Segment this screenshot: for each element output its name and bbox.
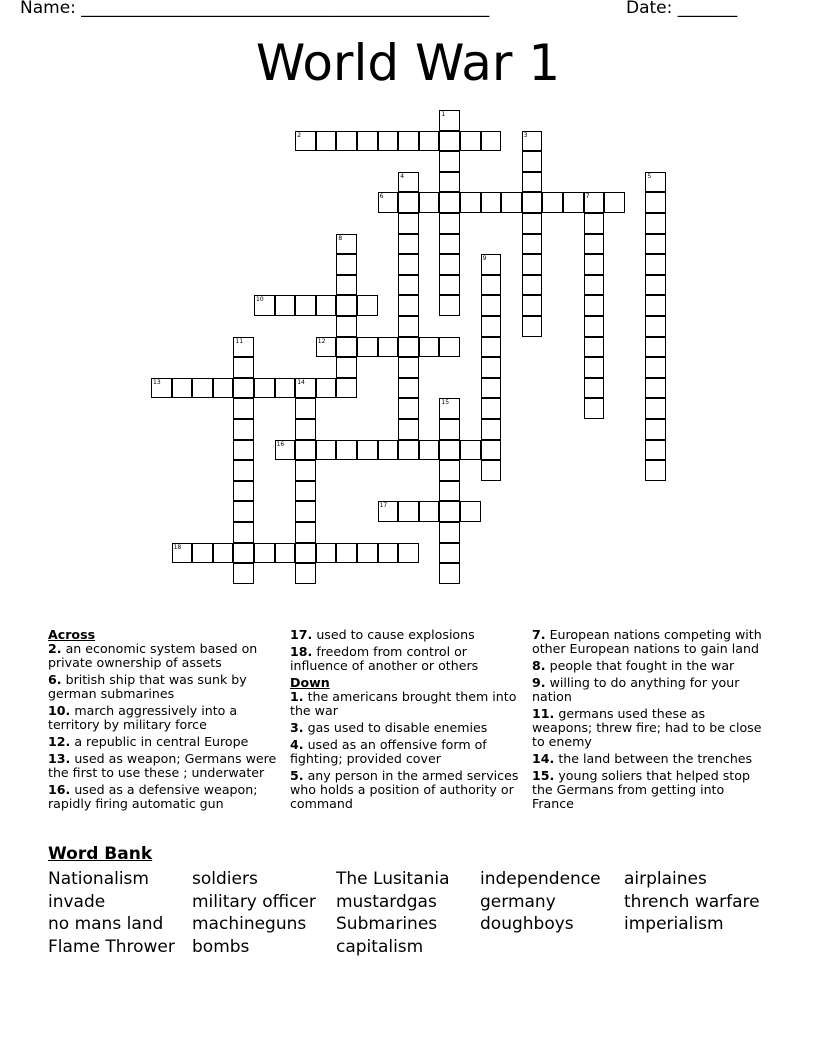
grid-cell[interactable] (584, 275, 605, 296)
grid-cell[interactable] (481, 192, 502, 213)
clue-number: 16. (48, 782, 71, 797)
grid-cell[interactable] (233, 357, 254, 378)
grid-cell[interactable] (439, 234, 460, 255)
grid-cell[interactable] (439, 440, 460, 461)
grid-cell[interactable] (584, 213, 605, 234)
word-bank-item: machineguns (192, 914, 307, 934)
clue-text: used as weapon; Germans were the first to use these ; underwater (48, 751, 277, 780)
grid-cell[interactable] (316, 378, 337, 399)
grid-cell[interactable] (295, 131, 316, 152)
word-bank-item: Nationalism (48, 869, 149, 889)
grid-cell[interactable] (645, 337, 666, 358)
grid-cell[interactable] (439, 501, 460, 522)
grid-cell[interactable] (645, 295, 666, 316)
clue (48, 735, 283, 749)
grid-cell[interactable] (439, 151, 460, 172)
grid-cell[interactable] (213, 378, 234, 399)
grid-cell[interactable] (439, 110, 460, 131)
cell-number: 14 (297, 378, 305, 386)
clue (290, 721, 525, 735)
grid-cell[interactable] (233, 398, 254, 419)
grid-cell[interactable] (316, 543, 337, 564)
cell-number: 3 (523, 131, 528, 139)
word-bank-item: airplaines (624, 869, 707, 889)
clue (532, 752, 767, 766)
clue (532, 628, 767, 656)
word-bank-item: doughboys (480, 914, 574, 934)
grid-cell[interactable] (439, 419, 460, 440)
grid-cell[interactable] (481, 254, 502, 275)
clue-number: 2. (48, 641, 62, 656)
grid-cell[interactable] (419, 440, 440, 461)
grid-cell[interactable] (295, 501, 316, 522)
grid-cell[interactable] (357, 543, 378, 564)
clue-text: used as a defensive weapon; rapidly firing automatic gun (48, 782, 258, 811)
grid-cell[interactable] (439, 254, 460, 275)
clue-number: 12. (48, 734, 71, 749)
cell-number: 10 (256, 296, 264, 304)
grid-cell[interactable] (460, 192, 481, 213)
grid-cell[interactable] (336, 275, 357, 296)
grid-cell[interactable] (151, 378, 172, 399)
grid-cell[interactable] (481, 316, 502, 337)
word-bank-item: Submarines (336, 914, 438, 934)
grid-cell[interactable] (378, 440, 399, 461)
grid-cell[interactable] (522, 316, 543, 337)
clue (532, 769, 767, 811)
grid-cell[interactable] (481, 460, 502, 481)
grid-cell[interactable] (439, 563, 460, 584)
grid-cell[interactable] (233, 337, 254, 358)
grid-cell[interactable] (336, 295, 357, 316)
grid-cell[interactable] (295, 378, 316, 399)
word-bank-column (624, 868, 760, 936)
grid-cell[interactable] (481, 275, 502, 296)
grid-cell[interactable] (398, 172, 419, 193)
grid-cell[interactable] (439, 131, 460, 152)
grid-cell[interactable] (398, 543, 419, 564)
grid-cell[interactable] (295, 543, 316, 564)
clue (532, 707, 767, 749)
grid-cell[interactable] (645, 192, 666, 213)
clue (532, 659, 767, 673)
across-heading: Across (48, 627, 96, 642)
grid-cell[interactable] (275, 295, 296, 316)
cell-number: 17 (379, 502, 388, 510)
clue-text: march aggressively into a territory by military force (48, 703, 238, 732)
cell-number: 15 (441, 399, 450, 407)
grid-cell[interactable] (398, 337, 419, 358)
clue-number: 10. (48, 703, 71, 718)
word-bank-item: Flame Thrower (48, 936, 175, 957)
grid-cell[interactable] (233, 522, 254, 543)
cell-number: 18 (173, 543, 182, 551)
clue (48, 752, 283, 780)
cell-number: 4 (400, 172, 405, 180)
grid-cell[interactable] (584, 357, 605, 378)
word-bank-item: invade (48, 891, 106, 912)
grid-cell[interactable] (522, 275, 543, 296)
clue-text: people that fought in the war (549, 658, 735, 673)
grid-cell[interactable] (481, 378, 502, 399)
grid-cell[interactable] (584, 192, 605, 213)
grid-cell[interactable] (439, 522, 460, 543)
grid-cell[interactable] (336, 357, 357, 378)
grid-cell[interactable] (336, 378, 357, 399)
grid-cell[interactable] (542, 192, 563, 213)
grid-cell[interactable] (584, 398, 605, 419)
grid-cell[interactable] (419, 501, 440, 522)
clues-column-3 (532, 628, 767, 814)
word-bank-item: thrench warfare (624, 891, 760, 912)
word-bank-item: germany (480, 891, 556, 912)
clue (48, 704, 283, 732)
grid-cell[interactable] (378, 337, 399, 358)
grid-cell[interactable] (398, 419, 419, 440)
grid-cell[interactable] (460, 440, 481, 461)
grid-cell[interactable] (439, 460, 460, 481)
cell-number: 12 (317, 337, 326, 345)
cell-number: 7 (585, 193, 590, 201)
clue-number: 18. (290, 644, 313, 659)
word-bank-item: mustardgas (336, 891, 437, 912)
word-bank-item: The Lusitania (336, 869, 450, 889)
grid-cell[interactable] (439, 398, 460, 419)
clue-number: 3. (290, 720, 304, 735)
cell-number: 8 (338, 234, 343, 242)
clue-number: 13. (48, 751, 71, 766)
grid-cell[interactable] (233, 419, 254, 440)
grid-cell[interactable] (336, 254, 357, 275)
word-bank-item: military officer (192, 891, 316, 912)
grid-cell[interactable] (398, 398, 419, 419)
grid-cell[interactable] (584, 234, 605, 255)
grid-cell[interactable] (398, 192, 419, 213)
grid-cell[interactable] (584, 337, 605, 358)
grid-cell[interactable] (192, 378, 213, 399)
grid-cell[interactable] (398, 295, 419, 316)
clue-number: 11. (532, 706, 555, 721)
clue-text: willing to do anything for your nation (532, 675, 740, 704)
grid-cell[interactable] (481, 357, 502, 378)
grid-cell[interactable] (275, 543, 296, 564)
grid-cell[interactable] (357, 295, 378, 316)
cell-number: 6 (379, 193, 384, 201)
grid-cell[interactable] (398, 275, 419, 296)
grid-cell[interactable] (645, 419, 666, 440)
clue-text: gas used to disable enemies (307, 720, 488, 735)
grid-cell[interactable] (336, 131, 357, 152)
word-bank-item: imperialism (624, 914, 724, 934)
cell-number: 2 (297, 131, 302, 139)
clue-text: any person in the armed services who holds a position of authority or command (290, 768, 519, 811)
grid-cell[interactable] (295, 419, 316, 440)
grid-cell[interactable] (645, 440, 666, 461)
clue-text: freedom from control or influence of another or others (290, 644, 479, 673)
clue (290, 690, 525, 718)
grid-cell[interactable] (295, 563, 316, 584)
word-bank-column (48, 868, 175, 958)
grid-cell[interactable] (398, 131, 419, 152)
date-field[interactable]: Date: _______ (626, 0, 738, 18)
clue (290, 769, 525, 811)
clue-number: 17. (290, 627, 313, 642)
grid-cell[interactable] (439, 337, 460, 358)
clue-text: used to cause explosions (316, 627, 475, 642)
grid-cell[interactable] (316, 295, 337, 316)
grid-cell[interactable] (378, 192, 399, 213)
grid-cell[interactable] (172, 378, 193, 399)
word-bank-column (192, 868, 316, 958)
clue-number: 8. (532, 658, 546, 673)
grid-cell[interactable] (522, 234, 543, 255)
grid-cell[interactable] (481, 131, 502, 152)
grid-cell[interactable] (584, 378, 605, 399)
clue-text: germans used these as weapons; threw fire; had to be close to enemy (532, 706, 762, 749)
clue-text: the land between the trenches (558, 751, 753, 766)
word-bank-column (336, 868, 450, 958)
grid-cell[interactable] (645, 234, 666, 255)
down-heading: Down (290, 675, 330, 690)
cell-number: 16 (276, 440, 285, 448)
clue (48, 673, 283, 701)
grid-cell[interactable] (584, 254, 605, 275)
grid-cell[interactable] (398, 357, 419, 378)
clue-number: 6. (48, 672, 62, 687)
grid-cell[interactable] (233, 543, 254, 564)
clue-number: 14. (532, 751, 555, 766)
clue-text: used as an offensive form of fighting; provided cover (290, 737, 487, 766)
grid-cell[interactable] (295, 295, 316, 316)
grid-cell[interactable] (398, 316, 419, 337)
grid-cell[interactable] (378, 131, 399, 152)
clue-text: the americans brought them into the war (290, 689, 517, 718)
grid-cell[interactable] (357, 440, 378, 461)
grid-cell[interactable] (645, 460, 666, 481)
clue-text: young soliers that helped stop the Germans from getting into France (532, 768, 750, 811)
clue-number: 15. (532, 768, 555, 783)
word-bank-item: no mans land (48, 914, 164, 934)
clue (290, 628, 525, 642)
grid-cell[interactable] (645, 275, 666, 296)
grid-cell[interactable] (172, 543, 193, 564)
grid-cell[interactable] (584, 316, 605, 337)
grid-cell[interactable] (192, 543, 213, 564)
clue-number: 5. (290, 768, 304, 783)
clue (48, 783, 283, 811)
grid-cell[interactable] (357, 131, 378, 152)
grid-cell[interactable] (481, 419, 502, 440)
grid-cell[interactable] (316, 337, 337, 358)
grid-cell[interactable] (295, 460, 316, 481)
grid-cell[interactable] (378, 501, 399, 522)
grid-cell[interactable] (419, 131, 440, 152)
grid-cell[interactable] (233, 460, 254, 481)
word-bank-item: soldiers (192, 869, 258, 889)
grid-cell[interactable] (522, 172, 543, 193)
grid-cell[interactable] (501, 192, 522, 213)
clue (290, 738, 525, 766)
grid-cell[interactable] (398, 234, 419, 255)
grid-cell[interactable] (295, 398, 316, 419)
grid-cell[interactable] (316, 440, 337, 461)
grid-cell[interactable] (336, 316, 357, 337)
word-bank-heading: Word Bank (48, 844, 153, 864)
grid-cell[interactable] (357, 337, 378, 358)
cell-number: 11 (235, 337, 244, 345)
grid-cell[interactable] (522, 254, 543, 275)
clue (290, 645, 525, 673)
grid-cell[interactable] (439, 543, 460, 564)
grid-cell[interactable] (645, 398, 666, 419)
grid-cell[interactable] (481, 398, 502, 419)
grid-cell[interactable] (481, 440, 502, 461)
clue-number: 1. (290, 689, 304, 704)
word-bank-item: bombs (192, 936, 250, 957)
grid-cell[interactable] (398, 254, 419, 275)
grid-cell[interactable] (419, 192, 440, 213)
grid-cell[interactable] (213, 543, 234, 564)
grid-cell[interactable] (336, 337, 357, 358)
grid-cell[interactable] (275, 378, 296, 399)
grid-cell[interactable] (336, 234, 357, 255)
grid-cell[interactable] (398, 501, 419, 522)
clue-number: 7. (532, 627, 546, 642)
clues-column-2 (290, 628, 525, 814)
grid-cell[interactable] (419, 337, 440, 358)
grid-cell[interactable] (378, 543, 399, 564)
grid-cell[interactable] (295, 481, 316, 502)
clue (532, 676, 767, 704)
grid-cell[interactable] (398, 440, 419, 461)
word-bank-item: independence (480, 869, 601, 889)
grid-cell[interactable] (295, 522, 316, 543)
grid-cell[interactable] (336, 440, 357, 461)
grid-cell[interactable] (481, 295, 502, 316)
clue-text: European nations competing with other European nations to gain land (532, 627, 762, 656)
grid-cell[interactable] (439, 481, 460, 502)
cell-number: 13 (153, 378, 161, 386)
grid-cell[interactable] (439, 295, 460, 316)
grid-cell[interactable] (254, 378, 275, 399)
grid-cell[interactable] (233, 563, 254, 584)
word-bank-item: capitalism (336, 936, 424, 957)
grid-cell[interactable] (254, 543, 275, 564)
word-bank-column (480, 868, 601, 936)
cell-number: 9 (482, 255, 487, 263)
clues-column-1 (48, 628, 283, 814)
grid-cell[interactable] (398, 213, 419, 234)
grid-cell[interactable] (604, 192, 625, 213)
grid-cell[interactable] (254, 295, 275, 316)
grid-cell[interactable] (563, 192, 584, 213)
grid-cell[interactable] (584, 295, 605, 316)
grid-cell[interactable] (645, 254, 666, 275)
clue-text: british ship that was sunk by german submarines (48, 672, 247, 701)
grid-cell[interactable] (460, 501, 481, 522)
grid-cell[interactable] (522, 213, 543, 234)
clue-number: 4. (290, 737, 304, 752)
clue-text: a republic in central Europe (74, 734, 249, 749)
grid-cell[interactable] (233, 481, 254, 502)
page-title: World War 1 (255, 34, 561, 92)
clue-text: an economic system based on private ownership of assets (48, 641, 258, 670)
grid-cell[interactable] (645, 357, 666, 378)
grid-cell[interactable] (645, 172, 666, 193)
grid-cell[interactable] (233, 440, 254, 461)
cell-number: 1 (441, 111, 446, 118)
grid-cell[interactable] (522, 192, 543, 213)
clue-number: 9. (532, 675, 546, 690)
name-field[interactable]: Name: ________________________________________________ (20, 0, 490, 18)
grid-cell[interactable] (233, 501, 254, 522)
grid-cell[interactable] (316, 131, 337, 152)
grid-cell[interactable] (481, 337, 502, 358)
grid-cell[interactable] (439, 275, 460, 296)
grid-cell[interactable] (522, 295, 543, 316)
grid-cell[interactable] (275, 440, 296, 461)
grid-cell[interactable] (295, 440, 316, 461)
grid-cell[interactable] (460, 131, 481, 152)
clue (48, 642, 283, 670)
grid-cell[interactable] (522, 151, 543, 172)
grid-cell[interactable] (645, 213, 666, 234)
grid-cell[interactable] (233, 378, 254, 399)
grid-cell[interactable] (439, 172, 460, 193)
grid-cell[interactable] (439, 213, 460, 234)
grid-cell[interactable] (645, 378, 666, 399)
grid-cell[interactable] (522, 131, 543, 152)
grid-cell[interactable] (336, 543, 357, 564)
grid-cell[interactable] (645, 316, 666, 337)
grid-cell[interactable] (439, 192, 460, 213)
cell-number: 5 (647, 172, 652, 180)
grid-cell[interactable] (398, 378, 419, 399)
